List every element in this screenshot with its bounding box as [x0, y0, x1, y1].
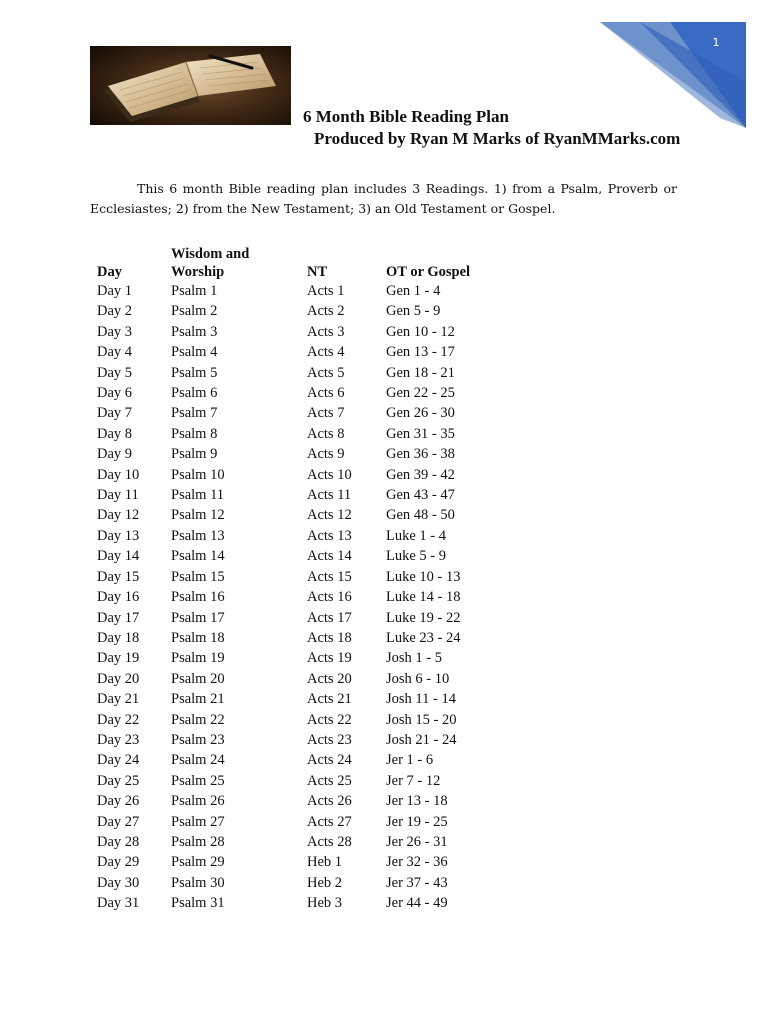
- table-row: [95, 832, 510, 852]
- cell-day: Day 1: [97, 283, 133, 299]
- cell-ot: Jer 19 - 25: [386, 813, 448, 830]
- table-row: [95, 771, 510, 791]
- table-row: [95, 505, 510, 525]
- cell-ot: Gen 36 - 38: [386, 446, 455, 463]
- cell-nt: Acts 14: [307, 548, 352, 565]
- cell-ot: Gen 31 - 35: [386, 425, 455, 442]
- cell-ot: Gen 18 - 21: [386, 364, 455, 381]
- cell-nt: Acts 5: [307, 364, 345, 381]
- table-row: [95, 403, 510, 423]
- table-header: [95, 243, 510, 281]
- cell-nt: Acts 28: [307, 833, 352, 850]
- table-row: [95, 546, 510, 566]
- page-number: 1: [712, 36, 720, 49]
- cell-day: Day 21: [97, 691, 140, 708]
- cell-nt: Acts 25: [307, 772, 352, 789]
- cell-day: Day 19: [97, 650, 140, 667]
- table-body: [95, 281, 510, 914]
- cell-wisdom: Psalm 13: [171, 527, 225, 544]
- cell-nt: Heb 3: [307, 895, 343, 912]
- cell-ot: Josh 6 - 10: [386, 670, 450, 687]
- cell-nt: Acts 11: [307, 487, 352, 504]
- page-title: 6 Month Bible Reading Plan: [303, 107, 509, 126]
- cell-day: Day 27: [97, 813, 140, 830]
- table-row: [95, 873, 510, 893]
- cell-ot: Jer 32 - 36: [386, 854, 448, 871]
- cell-nt: Heb 2: [307, 874, 343, 891]
- cell-nt: Acts 8: [307, 425, 345, 442]
- header-day: Day: [97, 264, 122, 280]
- page-subtitle: Produced by Ryan M Marks of RyanMMarks.com: [314, 129, 681, 148]
- cell-ot: Luke 23 - 24: [386, 629, 461, 646]
- cell-day: Day 14: [97, 548, 140, 565]
- table-row: [95, 730, 510, 750]
- cell-day: Day 8: [97, 425, 133, 442]
- table-row: [95, 301, 510, 321]
- cell-day: Day 11: [97, 487, 139, 504]
- table-row: [95, 424, 510, 444]
- cell-wisdom: Psalm 23: [171, 731, 225, 748]
- cell-wisdom: Psalm 14: [171, 548, 225, 565]
- cell-day: Day 30: [97, 874, 140, 891]
- table-row: [95, 485, 510, 505]
- cell-day: Day 13: [97, 527, 140, 544]
- cell-day: Day 2: [97, 303, 133, 320]
- cell-day: Day 24: [97, 752, 140, 769]
- cell-nt: Acts 10: [307, 466, 352, 483]
- cell-nt: Acts 27: [307, 813, 352, 830]
- table-row: [95, 567, 510, 587]
- cell-nt: Heb 1: [307, 854, 343, 871]
- cell-nt: Acts 20: [307, 670, 352, 687]
- cell-day: Day 17: [97, 609, 140, 626]
- table-row: [95, 363, 510, 383]
- cell-wisdom: Psalm 29: [171, 854, 225, 871]
- cell-ot: Luke 14 - 18: [386, 589, 461, 606]
- cell-ot: Gen 48 - 50: [386, 507, 455, 524]
- table-row: [95, 342, 510, 362]
- cell-ot: Jer 13 - 18: [386, 793, 448, 810]
- cell-ot: Luke 19 - 22: [386, 609, 461, 626]
- cell-day: Day 31: [97, 895, 140, 912]
- cell-wisdom: Psalm 16: [171, 589, 225, 606]
- cell-day: Day 29: [97, 854, 140, 871]
- cell-wisdom: Psalm 17: [171, 609, 225, 626]
- cell-day: Day 6: [97, 385, 133, 402]
- cell-ot: Gen 39 - 42: [386, 466, 455, 483]
- table-row: [95, 710, 510, 730]
- cell-day: Day 7: [97, 405, 133, 422]
- table-row: [95, 383, 510, 403]
- cell-day: Day 5: [97, 364, 133, 381]
- cell-wisdom: Psalm 2: [171, 303, 218, 320]
- cell-ot: Jer 44 - 49: [386, 895, 448, 912]
- cell-nt: Acts 22: [307, 711, 352, 728]
- table-row: [95, 750, 510, 770]
- cell-wisdom: Psalm 20: [171, 670, 225, 687]
- cell-ot: Luke 5 - 9: [386, 548, 446, 565]
- cell-day: Day 26: [97, 793, 140, 810]
- cell-nt: Acts 2: [307, 303, 345, 320]
- cell-wisdom: Psalm 4: [171, 344, 218, 361]
- cell-wisdom: Psalm 3: [171, 323, 218, 340]
- cell-day: Day 15: [97, 568, 140, 585]
- cell-day: Day 18: [97, 629, 140, 646]
- table-row: [95, 791, 510, 811]
- cell-ot: Gen 5 - 9: [386, 303, 441, 320]
- cell-day: Day 9: [97, 446, 133, 463]
- open-bible-image: [90, 46, 291, 125]
- cell-ot: Gen 13 - 17: [386, 344, 455, 361]
- cell-ot: Jer 1 - 6: [386, 752, 434, 769]
- table-row: [95, 465, 510, 485]
- intro-paragraph: This 6 month Bible reading plan includes 3 Readings. 1) from a Psalm, Proverb or Ecclesiastes; 2) from the New Testament; 3) an Old Testament or Gospel.: [90, 181, 677, 216]
- cell-nt: Acts 16: [307, 589, 352, 606]
- cell-day: Day 23: [97, 731, 140, 748]
- table-row: [95, 893, 510, 913]
- cell-wisdom: Psalm 27: [171, 813, 225, 830]
- cell-ot: Gen 1 - 4: [386, 283, 441, 299]
- cell-wisdom: Psalm 1: [171, 283, 218, 299]
- cell-nt: Acts 4: [307, 344, 345, 361]
- cell-wisdom: Psalm 19: [171, 650, 225, 667]
- cell-day: Day 12: [97, 507, 140, 524]
- cell-ot: Jer 37 - 43: [386, 874, 448, 891]
- cell-ot: Josh 21 - 24: [386, 731, 457, 748]
- cell-wisdom: Psalm 18: [171, 629, 225, 646]
- cell-nt: Acts 7: [307, 405, 345, 422]
- cell-nt: Acts 15: [307, 568, 352, 585]
- table-row: [95, 669, 510, 689]
- cell-ot: Gen 26 - 30: [386, 405, 455, 422]
- cell-wisdom: Psalm 21: [171, 691, 225, 708]
- header-row: [95, 243, 510, 281]
- cell-day: Day 25: [97, 772, 140, 789]
- cell-day: Day 3: [97, 323, 133, 340]
- cell-nt: Acts 19: [307, 650, 352, 667]
- cell-ot: Gen 22 - 25: [386, 385, 455, 402]
- cell-day: Day 22: [97, 711, 140, 728]
- cell-wisdom: Psalm 12: [171, 507, 225, 524]
- cell-wisdom: Psalm 11: [171, 487, 225, 504]
- cell-ot: Luke 10 - 13: [386, 568, 461, 585]
- cell-ot: Jer 7 - 12: [386, 772, 441, 789]
- table-row: [95, 322, 510, 342]
- cell-wisdom: Psalm 31: [171, 895, 225, 912]
- cell-nt: Acts 23: [307, 731, 352, 748]
- header-wisdom: Wisdom and Worship: [171, 246, 250, 280]
- table-row: [95, 526, 510, 546]
- cell-ot: Josh 1 - 5: [386, 650, 442, 667]
- reading-plan-table: [95, 243, 510, 914]
- cell-wisdom: Psalm 8: [171, 425, 218, 442]
- cell-nt: Acts 12: [307, 507, 352, 524]
- cell-nt: Acts 1: [307, 283, 345, 299]
- cell-wisdom: Psalm 10: [171, 466, 225, 483]
- table-row: [95, 281, 510, 301]
- cell-ot: Luke 1 - 4: [386, 527, 446, 544]
- cell-wisdom: Psalm 6: [171, 385, 218, 402]
- cell-nt: Acts 18: [307, 629, 352, 646]
- cell-nt: Acts 9: [307, 446, 345, 463]
- cell-day: Day 10: [97, 466, 140, 483]
- cell-ot: Gen 10 - 12: [386, 323, 455, 340]
- table-row: [95, 648, 510, 668]
- cell-day: Day 28: [97, 833, 140, 850]
- table-row: [95, 812, 510, 832]
- cell-wisdom: Psalm 28: [171, 833, 225, 850]
- cell-nt: Acts 13: [307, 527, 352, 544]
- header-nt: NT: [307, 264, 328, 280]
- cell-day: Day 4: [97, 344, 133, 361]
- cell-wisdom: Psalm 22: [171, 711, 225, 728]
- header-ot: OT or Gospel: [386, 264, 471, 280]
- cell-wisdom: Psalm 9: [171, 446, 218, 463]
- table-row: [95, 587, 510, 607]
- cell-wisdom: Psalm 26: [171, 793, 225, 810]
- cell-ot: Gen 43 - 47: [386, 487, 455, 504]
- cell-wisdom: Psalm 7: [171, 405, 218, 422]
- cell-nt: Acts 17: [307, 609, 352, 626]
- cell-wisdom: Psalm 25: [171, 772, 225, 789]
- table-row: [95, 628, 510, 648]
- cell-wisdom: Psalm 30: [171, 874, 225, 891]
- cell-ot: Jer 26 - 31: [386, 833, 448, 850]
- cell-nt: Acts 24: [307, 752, 352, 769]
- cell-ot: Josh 11 - 14: [386, 691, 456, 708]
- cell-day: Day 16: [97, 589, 140, 606]
- cell-nt: Acts 21: [307, 691, 352, 708]
- cell-day: Day 20: [97, 670, 140, 687]
- cell-nt: Acts 26: [307, 793, 352, 810]
- cell-nt: Acts 6: [307, 385, 345, 402]
- cell-wisdom: Psalm 24: [171, 752, 225, 769]
- cell-wisdom: Psalm 5: [171, 364, 218, 381]
- table-row: [95, 444, 510, 464]
- cell-ot: Josh 15 - 20: [386, 711, 457, 728]
- table-row: [95, 852, 510, 872]
- cell-nt: Acts 3: [307, 323, 345, 340]
- table-row: [95, 608, 510, 628]
- table-row: [95, 689, 510, 709]
- cell-wisdom: Psalm 15: [171, 568, 225, 585]
